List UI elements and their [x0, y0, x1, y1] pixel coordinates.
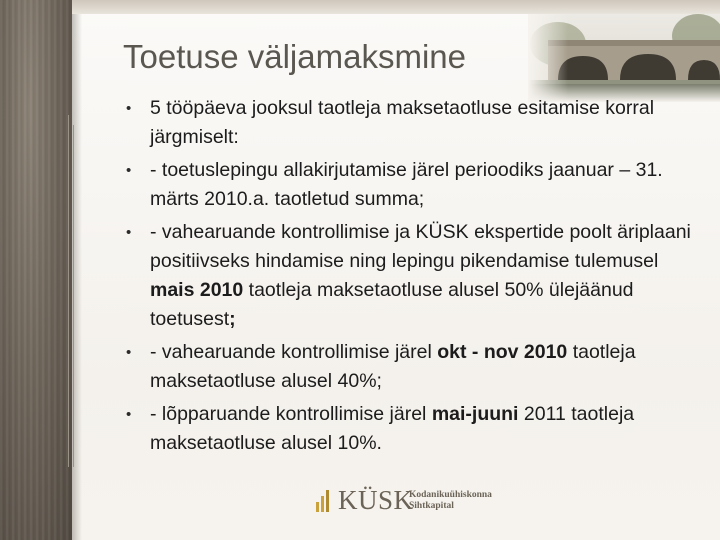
bullet-dot-icon: •	[126, 344, 132, 361]
logo-subtitle	[409, 490, 492, 512]
bullet-text: - vahearuande kontrollimise ja KÜSK ekspertide poolt äriplaani positiivseks hindamise ning lepingu pikendamise tulemusel	[150, 221, 691, 272]
bullet-item	[126, 218, 696, 334]
bullet-text-bold: mais 2010	[150, 279, 244, 301]
decorative-line	[68, 115, 69, 467]
bullet-dot-icon: •	[126, 100, 132, 117]
logo-subtitle-line1: Kodanikuühiskonna	[409, 490, 492, 500]
bullet-text-bold: okt - nov 2010	[437, 341, 568, 363]
bullet-text: - toetuslepingu allakirjutamise järel perioodiks jaanuar – 31. märts 2010.a. taotletud summa;	[150, 159, 663, 210]
bullet-text: 5 tööpäeva jooksul taotleja maksetaotluse esitamise korral järgmiselt:	[150, 97, 655, 148]
bullet-item	[126, 156, 696, 214]
bullet-item	[126, 400, 696, 458]
bullet-item	[126, 338, 696, 396]
logo-bars-icon	[316, 488, 336, 512]
bullet-item	[126, 94, 696, 152]
bullet-text: taotleja maksetaotluse alusel 40%;	[150, 341, 636, 392]
stone-bridge-illustration	[528, 14, 720, 102]
bullet-text: 2011 taotleja maksetaotluse alusel 10%.	[150, 403, 635, 454]
bullet-text: - lõpparuande kontrollimise järel	[150, 403, 432, 425]
kusk-logo	[316, 486, 516, 520]
bullet-text-bold: mai-juuni	[431, 403, 519, 425]
left-stone-band	[0, 0, 72, 540]
bullet-dot-icon: •	[126, 224, 132, 241]
decorative-line	[73, 125, 74, 467]
bullet-text: taotleja maksetaotluse alusel 50% ülejäänud toetusest	[150, 279, 634, 330]
bullet-text-bold: ;	[229, 308, 236, 330]
bullet-dot-icon: •	[126, 162, 132, 179]
logo-subtitle-line2: Sihtkapital	[409, 501, 454, 511]
bullet-dot-icon: •	[126, 406, 132, 423]
bullet-text: - vahearuande kontrollimise järel	[150, 341, 438, 363]
slide-title: Toetuse väljamaksmine	[123, 38, 466, 75]
logo-wordmark: KÜSK	[338, 485, 414, 515]
stone-bridge-image	[528, 14, 720, 102]
top-band	[72, 0, 720, 14]
bullet-list	[126, 94, 696, 462]
